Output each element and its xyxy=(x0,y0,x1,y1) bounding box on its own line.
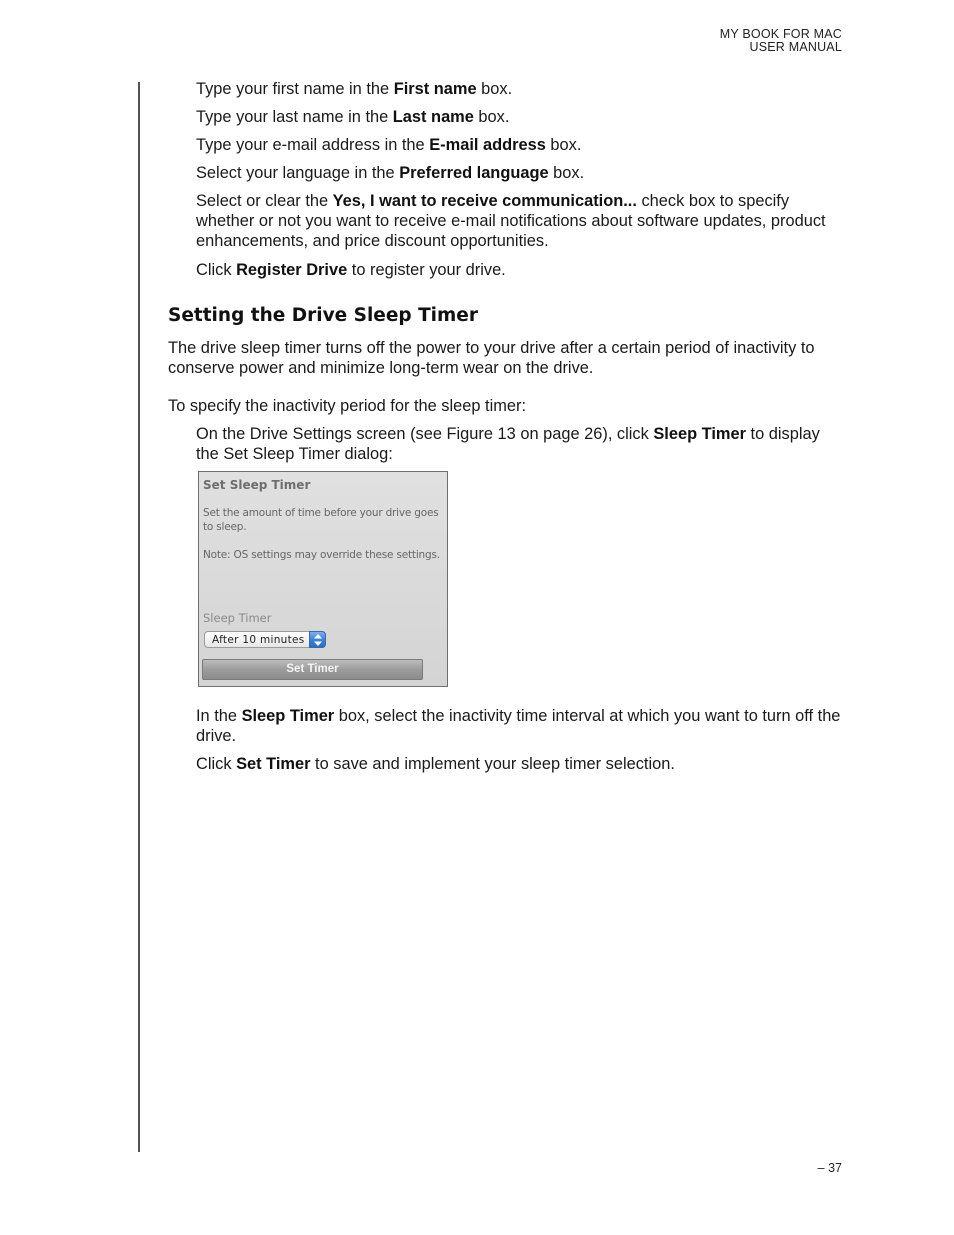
page-number: – 37 xyxy=(817,1161,842,1175)
step-last-name: Type your last name in the Last name box. xyxy=(196,108,510,126)
sleep-timer-label: Sleep Timer xyxy=(203,611,272,625)
running-header xyxy=(720,28,842,54)
lead-in-paragraph: To specify the inactivity period for the sleep timer: xyxy=(168,397,527,415)
dialog-title: Set Sleep Timer xyxy=(203,478,311,492)
step-open-sleep-timer: On the Drive Settings screen (see Figure 13 on page 26), click Sleep Timer to display the Set Sleep Timer dialog: xyxy=(196,425,820,463)
dialog-note: Note: OS settings may override these settings. xyxy=(203,549,440,561)
intro-paragraph: The drive sleep timer turns off the power to your drive after a certain period of inactivity to conserve power and minimize long-term wear on the drive. xyxy=(168,339,815,377)
set-timer-button[interactable]: Set Timer xyxy=(202,659,423,680)
set-sleep-timer-dialog xyxy=(198,471,448,687)
step-first-name: Type your first name in the First name box. xyxy=(196,80,513,98)
step-communication: Select or clear the Yes, I want to receive communication... check box to specify whether or not you want to receive e-mail notifications about software updates, product enhancements, and price discount opportunities. xyxy=(196,192,826,250)
step-click-set-timer: Click Set Timer to save and implement your sleep timer selection. xyxy=(196,755,675,773)
step-language: Select your language in the Preferred language box. xyxy=(196,164,585,182)
step-email: Type your e-mail address in the E-mail address box. xyxy=(196,136,582,154)
step-select-interval: In the Sleep Timer box, select the inactivity time interval at which you want to turn off the drive. xyxy=(196,707,841,745)
header-subtitle: USER MANUAL xyxy=(749,40,842,54)
header-title: MY BOOK FOR MAC xyxy=(719,27,842,41)
sleep-timer-selected-value: After 10 minutes xyxy=(212,634,305,646)
select-arrows-icon xyxy=(309,631,326,648)
step-register-drive: Click Register Drive to register your drive. xyxy=(196,261,506,279)
section-heading: Setting the Drive Sleep Timer xyxy=(168,305,478,326)
sleep-timer-select[interactable] xyxy=(204,631,326,648)
dialog-description: Set the amount of time before your drive goes to sleep. xyxy=(203,507,439,533)
left-margin-rule xyxy=(138,82,140,1152)
